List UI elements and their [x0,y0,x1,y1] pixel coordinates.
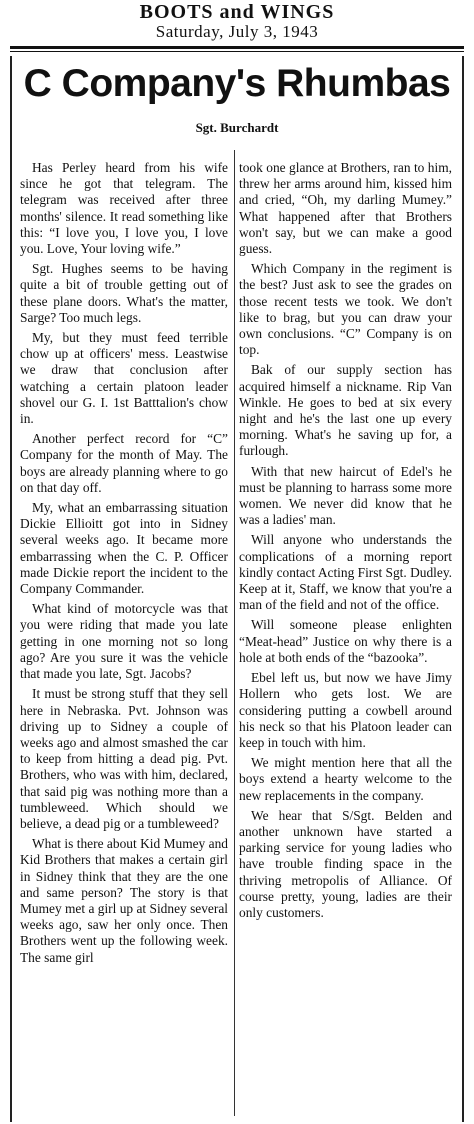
article-byline: Sgt. Burchardt [195,120,279,135]
paragraph: Which Company in the regiment is the best? Just ask to see the grades on those recent tests we took. We don't like to brag, but you can draw your own conclusions. “C” Company is on top. [239,261,452,358]
paragraph: We might mention here that all the boys extend a hearty welcome to the new replacements in the company. [239,755,452,803]
issue-date: Saturday, July 3, 1943 [155,22,319,41]
paragraph: We hear that S/Sgt. Belden and another unknown have started a parking service for young ladies who have trouble finding space in the thriving metropolis of Alliance. Of course pretty, young, ladies are their only customers. [239,807,452,920]
left-column [20,160,228,970]
paragraph: Another perfect record for “C” Company for the month of May. The boys are already planning where to go on that day off. [20,431,228,495]
paragraph: My, but they must feed terrible chow up at officers' mess. Leastwise we draw that conclusion after watching a certain platoon leader shovel our G. I. 1st Batttalion's chow in. [20,330,228,427]
article-headline: C Company's Rhumbas [23,62,451,105]
masthead [0,0,474,44]
paragraph: What kind of motorcycle was that you were riding that made you late getting in one morning not so long ago? Are you sure it was the vehicle that made you late, Sgt. Jacobs? [20,601,228,682]
paragraph: Bak of our supply section has acquired himself a nickname. Rip Van Winkle. He goes to bed at six every night and he's the last one up every morning. What's he saving up for, a furlough. [239,362,452,459]
paper-name: BOOTS and WINGS [139,1,335,23]
paragraph: Has Perley heard from his wife since he got that telegram. The telegram was received after three months' silence. It read something like this: “I love you, I love you, I love you. Love, Your loving wife.” [20,160,228,257]
paragraph: It must be strong stuff that they sell here in Nebraska. Pvt. Johnson was driving up to Sidney a couple of weeks ago and almost smashed the car to keep from hitting a dead pig. Pvt. Brothers, who was with him, declared, that said pig was nothing more than a tumbleweed. Which should we believe, a dead pig or a tumbleweed? [20,686,228,831]
paragraph-continuation: took one glance at Brothers, ran to him, threw her arms around him, kissed him and cried, “Oh, my darling Mumey.” What happened after that Brothers won't say, but we can make a good guess. [239,160,452,257]
paragraph: Sgt. Hughes seems to be having quite a bit of trouble getting out of these plane doors. What's the matter, Sarge? Too much legs. [20,261,228,325]
right-column [239,160,452,925]
paragraph: Ebel left us, but now we have Jimy Hollern who gets lost. We are considering putting a cowbell around his neck so that his Platoon leader can keep in touch with him. [239,670,452,750]
column-divider [234,150,235,1116]
paragraph: Will anyone who understands the complications of a morning report kindly contact Acting First Sgt. Dudley. Keep at it, Staff, we know that you're a man of the field and not of the office. [239,532,452,613]
paragraph: Will someone please enlighten “Meat-head” Justice on why there is a hole at both ends of the “bazooka”. [239,617,452,665]
paragraph: My, what an embarrassing situation Dickie Ellioitt got into in Sidney several weeks ago. It became more embarrassing when the C. P. Officer made Dickie report the incident to the Company Commander. [20,500,228,597]
paragraph: What is there about Kid Mumey and Kid Brothers that makes a certain girl in Sidney think that they are the one and same person? The story is that Mumey met a girl up at Sidney several weeks ago, saw her only once. Then Brothers went up the following week. The same girl [20,836,228,965]
masthead-rule [10,46,464,52]
paragraph: With that new haircut of Edel's he must be planning to harrass some more women. We never did know that he was a ladies' man. [239,463,452,528]
